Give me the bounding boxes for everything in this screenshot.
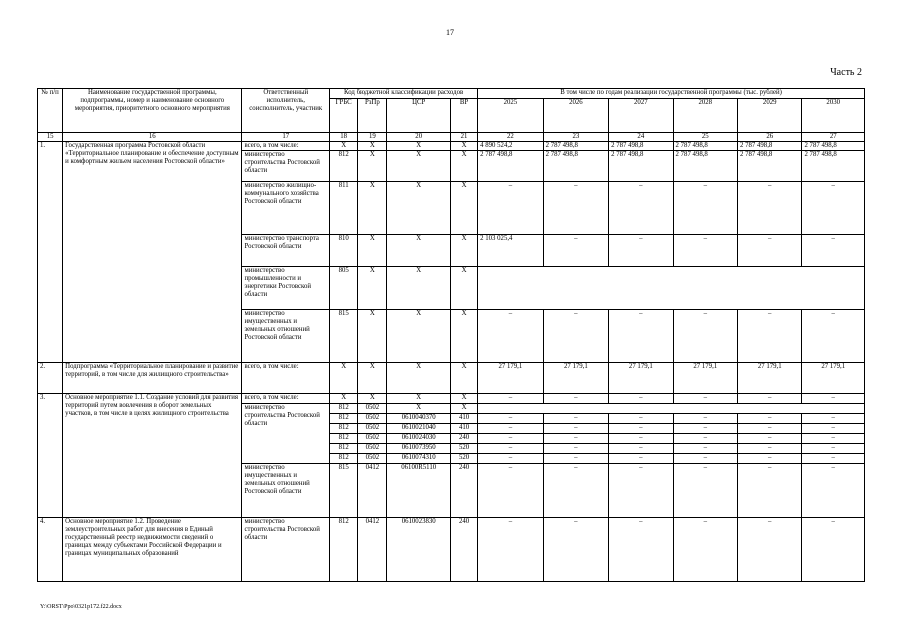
cell-value: – (738, 394, 802, 404)
cell-value: – (478, 394, 543, 404)
row-responsible: министерство имущественных и земельных отношений Ростовской области (242, 310, 330, 363)
cell-grbs: X (330, 363, 358, 394)
cell-grbs: 815 (330, 310, 358, 363)
cell-csr: X (387, 182, 450, 235)
cell-value: – (478, 424, 543, 434)
cell-value: – (543, 434, 608, 444)
row-responsible: министерство транспорта Ростовской области (242, 235, 330, 267)
cell-value: – (673, 394, 737, 404)
cell-csr: 0610040370 (387, 414, 450, 424)
cell-vr: 240 (450, 464, 477, 518)
cell-value: – (738, 424, 802, 434)
cell-value: – (738, 444, 802, 454)
col-number: 16 (63, 133, 242, 142)
cell-value: – (673, 454, 737, 464)
header-csr: ЦСР (387, 99, 450, 133)
cell-rzpr: X (358, 182, 387, 235)
cell-rzpr: 0502 (358, 454, 387, 464)
header-responsible: Ответственный исполнитель, соисполнитель, участник (242, 89, 330, 133)
table-row (38, 142, 865, 151)
cell-value: – (543, 182, 608, 235)
cell-csr: 0610073950 (387, 444, 450, 454)
cell-grbs: 812 (330, 404, 358, 414)
cell-value: – (802, 235, 865, 267)
row-responsible: министерство строительства Ростовской области (242, 151, 330, 182)
table-row (38, 363, 865, 394)
cell-value: – (802, 454, 865, 464)
col-number: 22 (478, 133, 543, 142)
cell-value: – (673, 235, 737, 267)
cell-value: – (802, 444, 865, 454)
header-name: Наименование государственной программы, подпрограммы, номер и наименование основного мероприятия, приоритетного основного мероприятия (63, 89, 242, 133)
cell-value: – (478, 444, 543, 454)
cell-rzpr: X (358, 151, 387, 182)
cell-csr: 0610074310 (387, 454, 450, 464)
cell-rzpr: 0412 (358, 518, 387, 582)
cell-vr: X (450, 182, 477, 235)
cell-value: – (609, 394, 673, 404)
cell-value: – (478, 434, 543, 444)
cell-value: – (609, 454, 673, 464)
cell-csr: X (387, 394, 450, 404)
col-number: 15 (38, 133, 63, 142)
cell-value: – (609, 424, 673, 434)
cell-value: – (478, 182, 543, 235)
cell-value: – (609, 444, 673, 454)
cell-value: 2 787 498,8 (738, 142, 802, 151)
cell-vr: 520 (450, 444, 477, 454)
cell-value: – (738, 310, 802, 363)
header-year: 2027 (609, 99, 673, 133)
row-responsible: всего, в том числе: (242, 363, 330, 394)
cell-value: 2 103 025,4 (478, 235, 543, 267)
cell-value: – (478, 464, 543, 518)
col-number: 26 (738, 133, 802, 142)
cell-rzpr: 0502 (358, 424, 387, 434)
cell-value: – (673, 444, 737, 454)
cell-value: – (802, 414, 865, 424)
cell-csr: X (387, 142, 450, 151)
cell-value: 2 787 498,8 (609, 142, 673, 151)
cell-vr: 240 (450, 518, 477, 582)
cell-value: – (673, 182, 737, 235)
cell-rzpr: 0502 (358, 434, 387, 444)
cell-vr: 520 (450, 454, 477, 464)
cell-value: – (478, 414, 543, 424)
cell-csr: 0610024030 (387, 434, 450, 444)
cell-value: – (738, 434, 802, 444)
cell-vr: X (450, 310, 477, 363)
cell-grbs: X (330, 142, 358, 151)
row-responsible: министерство строительства Ростовской области (242, 518, 330, 582)
cell-value: – (543, 454, 608, 464)
cell-value: 2 787 498,8 (609, 151, 673, 182)
cell-vr: X (450, 404, 477, 414)
cell-value: – (609, 518, 673, 582)
cell-grbs: 810 (330, 235, 358, 267)
cell-value: 27 179,1 (478, 363, 543, 394)
cell-value: – (802, 464, 865, 518)
cell-value: 2 787 498,8 (478, 151, 543, 182)
cell-vr: 410 (450, 424, 477, 434)
cell-grbs: 812 (330, 454, 358, 464)
cell-value: – (738, 182, 802, 235)
cell-rzpr: X (358, 267, 387, 310)
cell-value: – (609, 434, 673, 444)
cell-grbs: 805 (330, 267, 358, 310)
cell-value: – (738, 235, 802, 267)
cell-rzpr: X (358, 363, 387, 394)
cell-rzpr: 0502 (358, 414, 387, 424)
page-number: 17 (446, 28, 454, 37)
cell-value: – (673, 424, 737, 434)
cell-value: 2 787 498,8 (543, 142, 608, 151)
cell-value: – (543, 424, 608, 434)
cell-rzpr: 0502 (358, 444, 387, 454)
cell-value: – (609, 182, 673, 235)
row-num: 2. (38, 363, 63, 394)
cell-value: – (543, 464, 608, 518)
cell-value: – (673, 464, 737, 518)
cell-value: 27 179,1 (543, 363, 608, 394)
table-row (38, 394, 865, 404)
header-year: 2029 (738, 99, 802, 133)
cell-value: – (543, 235, 608, 267)
header-grbs: ГРБС (330, 99, 358, 133)
cell-csr: X (387, 363, 450, 394)
cell-value: – (673, 518, 737, 582)
cell-grbs: 815 (330, 464, 358, 518)
cell-grbs: 812 (330, 434, 358, 444)
cell-value: – (738, 464, 802, 518)
col-number: 19 (358, 133, 387, 142)
cell-csr: X (387, 404, 450, 414)
cell-csr: 0610021040 (387, 424, 450, 434)
cell-value: – (478, 518, 543, 582)
cell-rzpr: X (358, 235, 387, 267)
row-name: Основное мероприятие 1.1. Создание условий для развития территорий путем вовлечения в оборот земельных участков, в том числе в целях жилищного строительства (63, 394, 242, 518)
row-num: 4. (38, 518, 63, 582)
cell-value: – (802, 424, 865, 434)
cell-value: – (802, 434, 865, 444)
cell-grbs: 811 (330, 182, 358, 235)
header-year: 2028 (673, 99, 737, 133)
col-number: 25 (673, 133, 737, 142)
cell-grbs: 812 (330, 444, 358, 454)
row-responsible: министерство строительства Ростовской области (242, 404, 330, 464)
cell-value: 4 890 524,2 (478, 142, 543, 151)
cell-rzpr: 0502 (358, 404, 387, 414)
cell-value: 2 787 498,8 (543, 151, 608, 182)
cell-value: 2 787 498,8 (802, 142, 865, 151)
cell-value: – (543, 518, 608, 582)
cell-csr: X (387, 235, 450, 267)
cell-value: 2 787 498,8 (802, 151, 865, 182)
cell-value: – (738, 518, 802, 582)
cell-vr: X (450, 394, 477, 404)
cell-value: – (802, 182, 865, 235)
cell-value: 2 787 498,8 (738, 151, 802, 182)
cell-value: – (673, 310, 737, 363)
header-num: № п/п (38, 89, 63, 133)
cell-value: – (609, 310, 673, 363)
header-kbk: Код бюджетной классификации расходов (330, 89, 478, 99)
cell-rzpr: X (358, 142, 387, 151)
cell-grbs: 812 (330, 151, 358, 182)
table-row (38, 518, 865, 582)
cell-value: – (802, 310, 865, 363)
row-num: 3. (38, 394, 63, 518)
cell-csr: X (387, 151, 450, 182)
cell-value: – (543, 444, 608, 454)
cell-rzpr: 0412 (358, 464, 387, 518)
cell-value: – (802, 518, 865, 582)
row-name: Подпрограмма «Территориальное планирование и развитие территорий, в том числе для жилищного строительства» (63, 363, 242, 394)
cell-value: – (673, 434, 737, 444)
cell-rzpr: X (358, 394, 387, 404)
col-number: 21 (450, 133, 477, 142)
cell-grbs: 812 (330, 424, 358, 434)
cell-value: – (738, 414, 802, 424)
cell-vr: 410 (450, 414, 477, 424)
header-rzpr: РзПр (358, 99, 387, 133)
cell-value: – (738, 454, 802, 464)
file-path-footer: Y:\ORST\Ppo\0321p172.f22.docx (40, 604, 122, 610)
cell-value: 27 179,1 (673, 363, 737, 394)
cell-vr: X (450, 142, 477, 151)
cell-value: 2 787 498,8 (673, 151, 737, 182)
cell-rzpr: X (358, 310, 387, 363)
cell-value: – (802, 394, 865, 404)
col-number: 20 (387, 133, 450, 142)
cell-vr: X (450, 235, 477, 267)
cell-grbs: 812 (330, 414, 358, 424)
cell-vr: X (450, 151, 477, 182)
header-year: 2026 (543, 99, 608, 133)
cell-vr: 240 (450, 434, 477, 444)
row-responsible: всего, в том числе: (242, 394, 330, 404)
row-responsible: министерство имущественных и земельных отношений Ростовской области (242, 464, 330, 518)
cell-value: 27 179,1 (738, 363, 802, 394)
cell-csr: 0610023830 (387, 518, 450, 582)
row-num: 1. (38, 142, 63, 363)
cell-value: 2 787 498,8 (673, 142, 737, 151)
cell-grbs: X (330, 394, 358, 404)
cell-grbs: 812 (330, 518, 358, 582)
col-number: 17 (242, 133, 330, 142)
cell-value: – (609, 235, 673, 267)
budget-table (37, 88, 865, 582)
col-number: 18 (330, 133, 358, 142)
row-name: Государственная программа Ростовской области «Территориальное планирование и обеспечение доступным и комфортным жильем населения Ростовской области» (63, 142, 242, 363)
part-label: Часть 2 (830, 67, 862, 78)
cell-csr: X (387, 267, 450, 310)
cell-value: – (609, 464, 673, 518)
cell-value: – (478, 310, 543, 363)
cell-value: – (543, 394, 608, 404)
col-number: 24 (609, 133, 673, 142)
header-year: 2030 (802, 99, 865, 133)
cell-value: 27 179,1 (609, 363, 673, 394)
row-responsible: всего, в том числе: (242, 142, 330, 151)
col-number: 27 (802, 133, 865, 142)
cell-empty (478, 404, 865, 414)
cell-csr: X (387, 310, 450, 363)
row-responsible: министерство жилищно-коммунального хозяйства Ростовской области (242, 182, 330, 235)
cell-csr: 06100R5110 (387, 464, 450, 518)
cell-value: – (543, 414, 608, 424)
cell-vr: X (450, 267, 477, 310)
cell-value: – (673, 414, 737, 424)
col-number: 23 (543, 133, 608, 142)
header-years: В том числе по годам реализации государственной программы (тыс. рублей) (478, 89, 865, 99)
cell-vr: X (450, 363, 477, 394)
cell-value: – (609, 414, 673, 424)
row-name: Основное мероприятие 1.2. Проведение землеустроительных работ для внесения в Единый государственный реестр недвижимости сведений о границах между субъектами Российской Федерации и границах муниципальных образований (63, 518, 242, 582)
row-responsible: министерство промышленности и энергетики Ростовской области (242, 267, 330, 310)
header-year: 2025 (478, 99, 543, 133)
cell-empty (478, 267, 865, 310)
cell-value: 27 179,1 (802, 363, 865, 394)
cell-value: – (478, 454, 543, 464)
cell-value: – (543, 310, 608, 363)
header-vr: ВР (450, 99, 477, 133)
